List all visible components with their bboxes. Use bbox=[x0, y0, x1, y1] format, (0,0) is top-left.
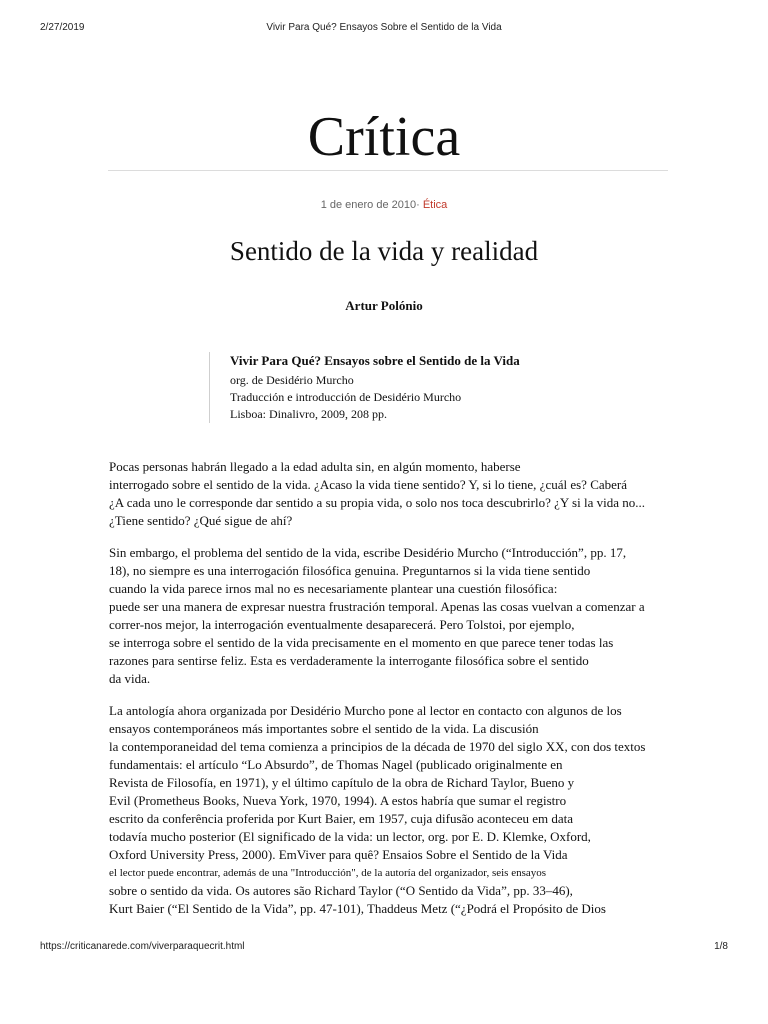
book-translator: Traducción e introducción de Desidério Murcho bbox=[230, 390, 462, 404]
text-line: Sin embargo, el problema del sentido de la vida, escribe Desidério Murcho (“Introducción”, pp. 17, bbox=[109, 545, 627, 560]
print-url[interactable]: https://criticanarede.com/viverparaquecrit.html bbox=[40, 941, 245, 952]
text-line: da vida. bbox=[109, 671, 151, 686]
title-divider bbox=[108, 170, 668, 171]
paragraph-3 bbox=[109, 702, 729, 918]
text-line: La antología ahora organizada por Desidério Murcho pone al lector en contacto con algunos de los bbox=[109, 703, 622, 718]
text-line: todavía mucho posterior (El significado de la vida: un lector, org. por E. D. Klemke, Oxford, bbox=[109, 829, 591, 844]
category-link[interactable]: Ética bbox=[422, 199, 448, 211]
text-line: se interroga sobre el sentido de la vida precisamente en el momento en que parece tener todas las bbox=[109, 635, 614, 650]
text-line: Oxford University Press, 2000). EmViver para quê? Ensaios Sobre el Sentido de la Vida bbox=[109, 847, 568, 862]
text-line: Pocas personas habrán llegado a la edad adulta sin, en algún momento, haberse bbox=[109, 459, 521, 474]
text-line: 18), no siempre es una interrogación filosófica genuina. Preguntarnos si la vida tiene sentido bbox=[109, 563, 591, 578]
book-title: Vivir Para Qué? Ensayos sobre el Sentido de la Vida bbox=[230, 353, 520, 368]
text-line: puede ser una manera de expresar nuestra frustración temporal. Apenas las cosas vuelvan a comenzar a bbox=[109, 599, 645, 614]
text-line: ¿Tiene sentido? ¿Qué sigue de ahí? bbox=[109, 513, 293, 528]
book-editor: org. de Desidério Murcho bbox=[230, 373, 354, 387]
text-line: razones para sentirse feliz. Esta es verdaderamente la interrogante filosófica sobre el sentido bbox=[109, 653, 589, 668]
print-footer bbox=[40, 941, 728, 955]
text-line: Kurt Baier (“El Sentido de la Vida”, pp. 47-101), Thaddeus Metz (“¿Podrá el Propósito de Dios bbox=[109, 901, 606, 916]
text-line: interrogado sobre el sentido de la vida. ¿Acaso la vida tiene sentido? Y, si lo tiene, ¿cuál es? Caberá bbox=[109, 477, 628, 492]
meta-separator: · bbox=[416, 199, 423, 211]
text-line: ensayos contemporáneos más importantes sobre el sentido de la vida. La discusión bbox=[109, 721, 539, 736]
text-line: correr-nos mejor, la interrogación eventualmente desaparecerá. Pero Tolstoi, por ejemplo, bbox=[109, 617, 575, 632]
print-page-title: Vivir Para Qué? Ensayos Sobre el Sentido de la Vida bbox=[266, 22, 502, 33]
article-title: Sentido de la vida y realidad bbox=[229, 236, 539, 266]
text-line: sobre o sentido da vida. Os autores são Richard Taylor (“O Sentido da Vida”, pp. 33–46), bbox=[109, 883, 573, 898]
article-body bbox=[109, 458, 729, 932]
text-line: Evil (Prometheus Books, Nueva York, 1970, 1994). A estos habría que sumar el registro bbox=[109, 793, 567, 808]
text-line: ¿A cada uno le corresponde dar sentido a su propia vida, o solo nos toca descubrirlo? ¿Y si la vida no... bbox=[109, 495, 645, 510]
paragraph-2 bbox=[109, 544, 729, 688]
text-line: cuando la vida parece irnos mal no es necesariamente plantear una cuestión filosófica: bbox=[109, 581, 558, 596]
article-author: Artur Polónio bbox=[345, 298, 423, 313]
text-line: el lector puede encontrar, además de una "Introducción", de la autoría del organizador, seis ensayos bbox=[109, 867, 547, 879]
print-date: 2/27/2019 bbox=[40, 22, 85, 33]
print-header bbox=[40, 22, 728, 36]
site-title[interactable]: Crítica bbox=[307, 106, 461, 168]
paragraph-1 bbox=[109, 458, 729, 530]
book-reference bbox=[209, 352, 650, 423]
article-meta bbox=[0, 199, 768, 211]
article-date: 1 de enero de 2010 bbox=[320, 199, 417, 211]
book-publisher: Lisboa: Dinalivro, 2009, 208 pp. bbox=[230, 407, 387, 421]
text-line: la contemporaneidad del tema comienza a principios de la década de 1970 del siglo XX, con dos textos bbox=[109, 739, 646, 754]
text-line: fundamentais: el artículo “Lo Absurdo”, de Thomas Nagel (publicado originalmente en bbox=[109, 757, 563, 772]
text-line: escrito da conferência proferida por Kurt Baier, em 1957, cuja difusão aconteceu em data bbox=[109, 811, 574, 826]
text-line: Revista de Filosofía, en 1971), y el último capítulo de la obra de Richard Taylor, Bueno y bbox=[109, 775, 575, 790]
page-number: 1/8 bbox=[714, 941, 728, 952]
